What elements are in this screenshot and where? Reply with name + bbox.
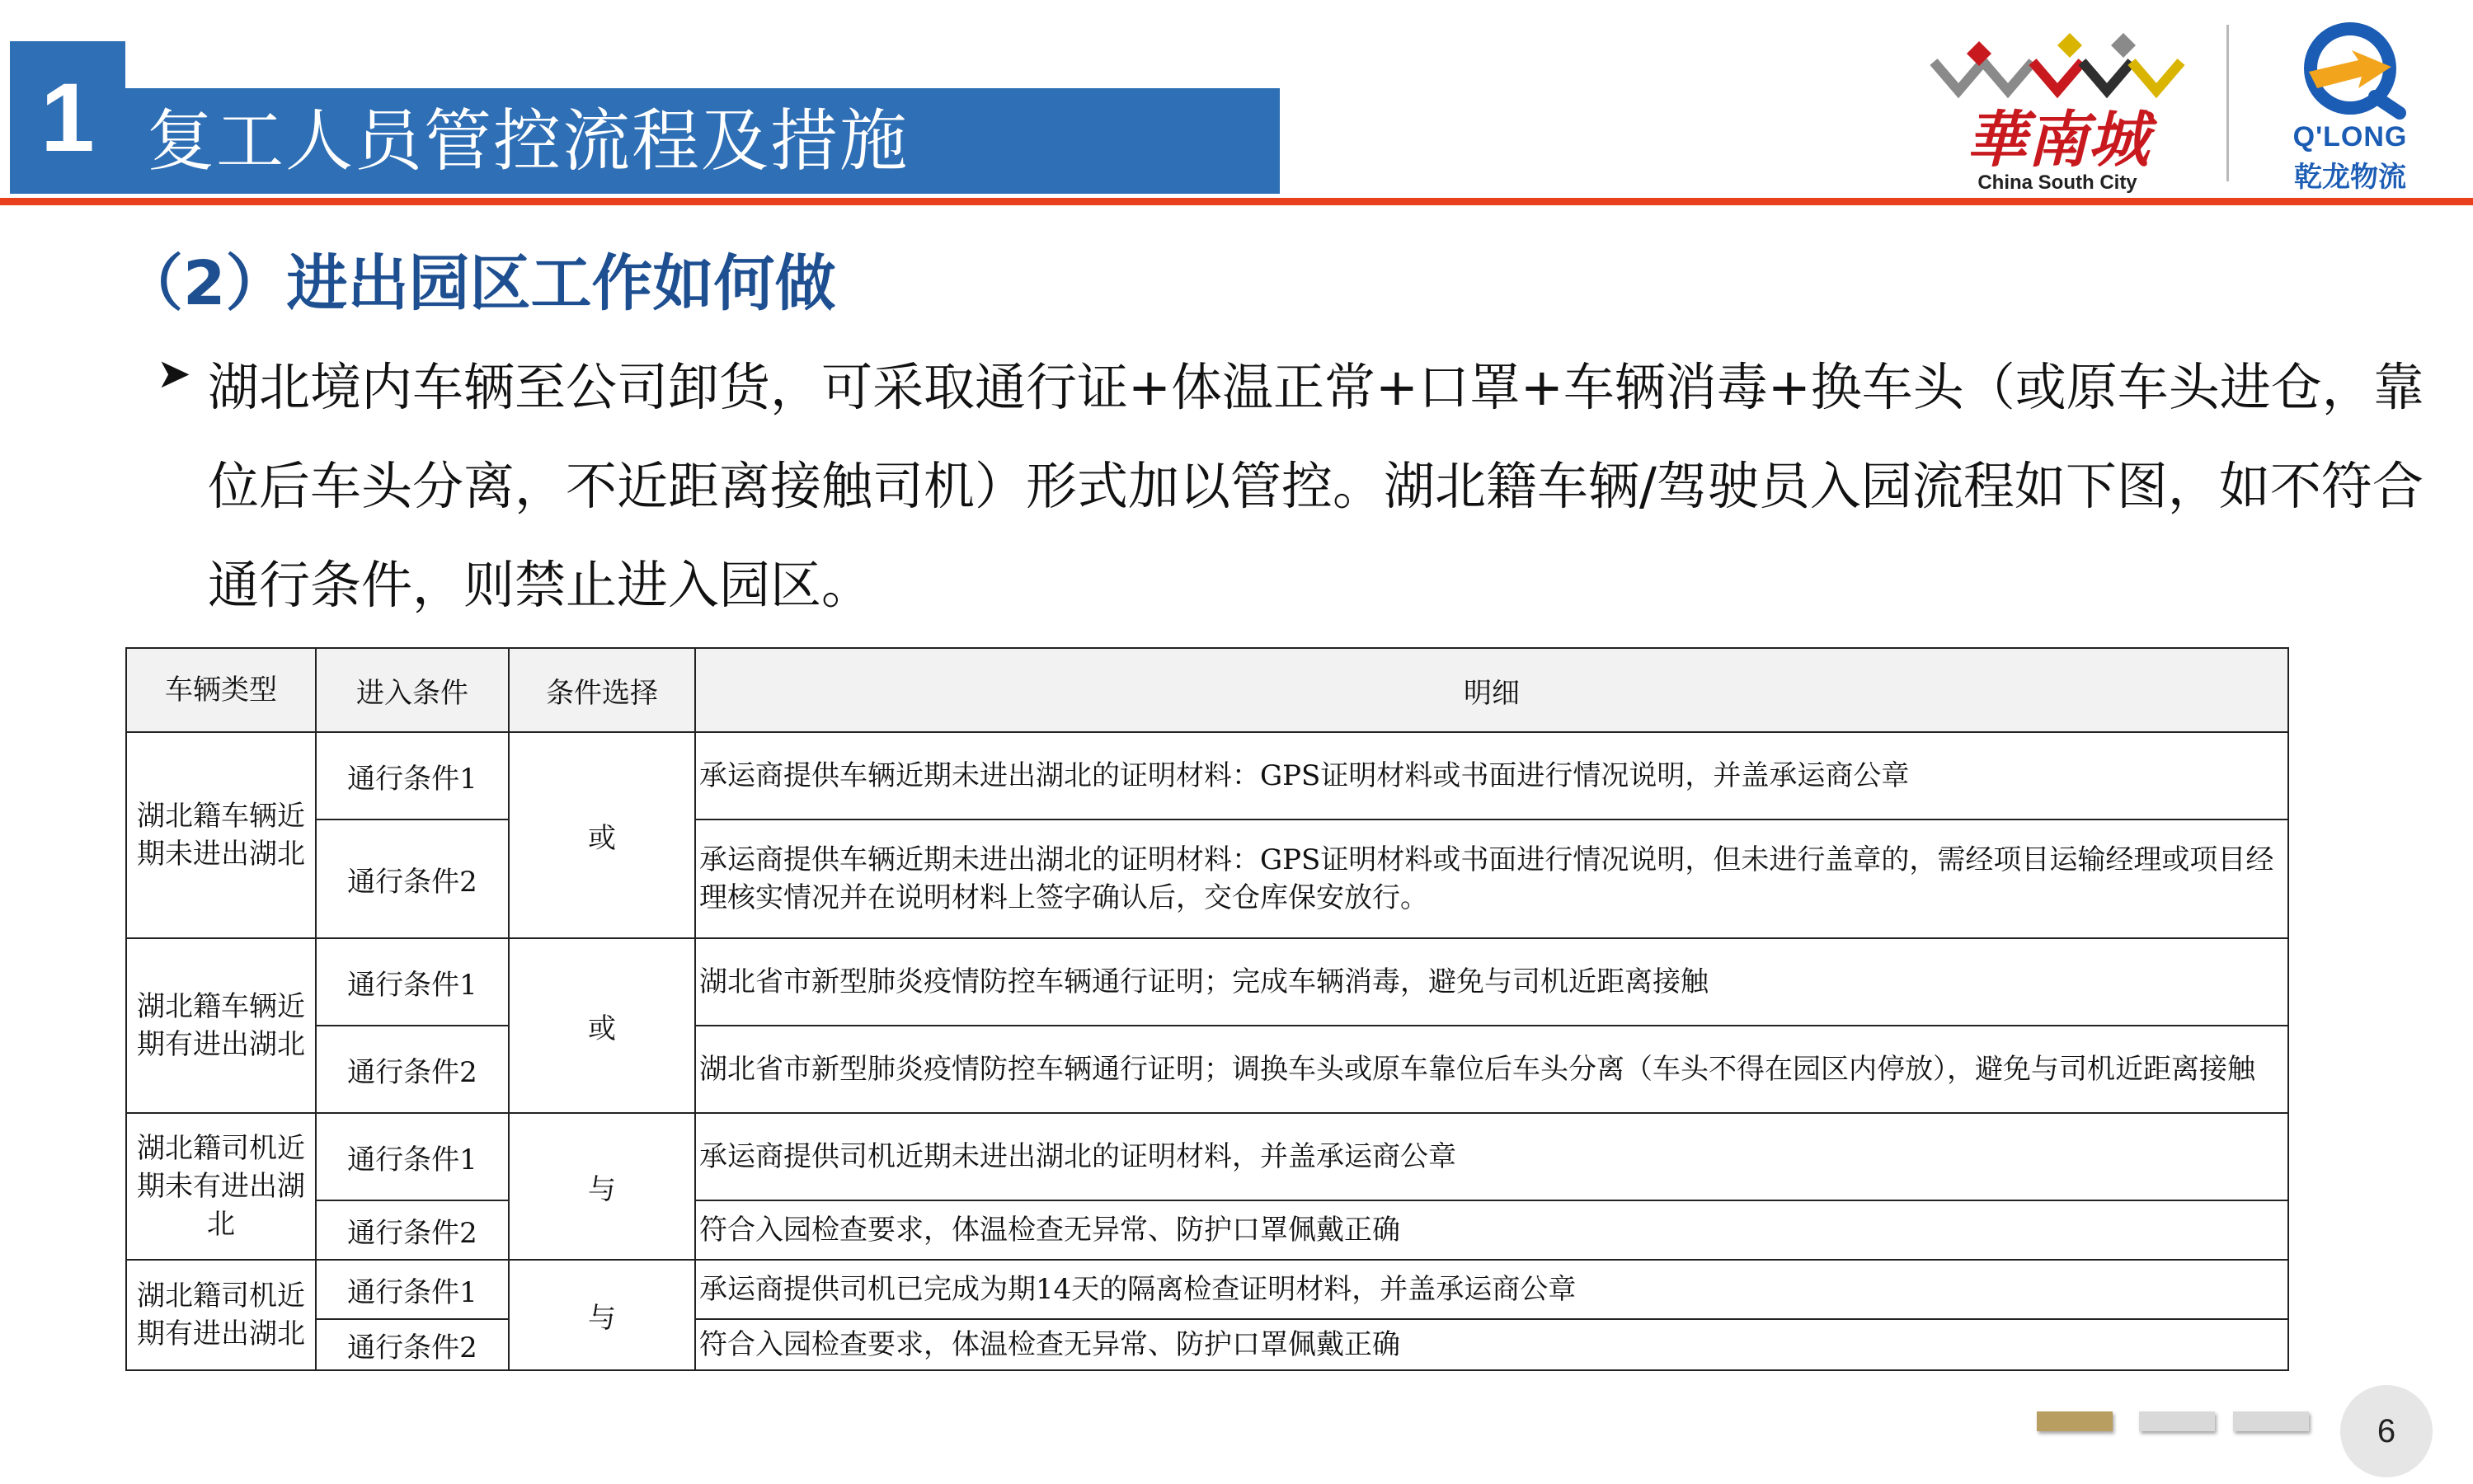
- vehicle-type-cell: 湖北籍车辆近期有进出湖北: [126, 938, 316, 1113]
- logo-divider: [2226, 25, 2229, 181]
- header-divider: [0, 198, 2473, 205]
- table-row: [126, 1113, 2288, 1200]
- condition-cell: 通行条件1: [316, 1260, 509, 1319]
- vehicle-type-cell: 湖北籍司机近期有进出湖北: [126, 1260, 316, 1370]
- pager-tab[interactable]: [2139, 1411, 2215, 1431]
- page-number: 6: [2340, 1385, 2433, 1477]
- subheading: （2）进出园区工作如何做: [122, 248, 836, 319]
- entry-conditions-table: [125, 647, 2289, 1371]
- qlong-emblem-icon: [2259, 21, 2441, 120]
- table-row: [126, 1200, 2288, 1260]
- table-row: [126, 732, 2288, 819]
- detail-cell: 承运商提供车辆近期未进出湖北的证明材料：GPS证明材料或书面进行情况说明，但未进行盖章的，需经项目运输经理或项目经理核实情况并在说明材料上签字确认后，交仓库保安放行。: [695, 819, 2288, 938]
- bullet-arrow-icon: ➤: [157, 350, 191, 397]
- condition-cell: 通行条件1: [316, 732, 509, 819]
- choice-cell: 与: [509, 1260, 695, 1370]
- table-row: [126, 1260, 2288, 1319]
- table-row: [126, 1319, 2288, 1370]
- condition-cell: 通行条件2: [316, 1200, 509, 1260]
- header-condition-choice: 条件选择: [509, 648, 695, 732]
- section-number: 1: [10, 41, 125, 194]
- detail-cell: 承运商提供司机近期未进出湖北的证明材料，并盖承运商公章: [695, 1113, 2288, 1200]
- china-south-city-logo: [1930, 25, 2185, 194]
- table-row: [126, 1026, 2288, 1113]
- csc-zigzag-icon: [1930, 25, 2185, 107]
- detail-cell: 符合入园检查要求，体温检查无异常、防护口罩佩戴正确: [695, 1200, 2288, 1260]
- bullet-text: 湖北境内车辆至公司卸货，可采取通行证+体温正常+口罩+车辆消毒+换车头（或原车头进仓，靠位后车头分离，不近距离接触司机）形式加以管控。湖北籍车辆/驾驶员入园流程如下图，如不符合通行条件，则禁止进入园区。: [208, 357, 2424, 615]
- choice-cell: 或: [509, 732, 695, 938]
- vehicle-type-cell: 湖北籍车辆近期未进出湖北: [126, 732, 316, 938]
- pager-tab-active[interactable]: [2037, 1411, 2113, 1431]
- table-row: [126, 938, 2288, 1026]
- detail-cell: 符合入园检查要求，体温检查无异常、防护口罩佩戴正确: [695, 1319, 2288, 1370]
- detail-cell: 承运商提供司机已完成为期14天的隔离检查证明材料，并盖承运商公章: [695, 1260, 2288, 1319]
- csc-chinese-name: 華南城: [1966, 105, 2149, 176]
- detail-cell: 湖北省市新型肺炎疫情防控车辆通行证明；调换车头或原车靠位后车头分离（车头不得在园区内停放），避免与司机近距离接触: [695, 1026, 2288, 1113]
- qlong-chinese-name: 乾龙物流: [2294, 161, 2406, 194]
- vehicle-type-cell: 湖北籍司机近期未有进出湖北: [126, 1113, 316, 1260]
- detail-cell: 承运商提供车辆近期未进出湖北的证明材料：GPS证明材料或书面进行情况说明，并盖承运商公章: [695, 732, 2288, 819]
- choice-cell: 或: [509, 938, 695, 1113]
- header-vehicle-type: 车辆类型: [126, 648, 316, 732]
- condition-cell: 通行条件1: [316, 1113, 509, 1200]
- table-row: [126, 819, 2288, 938]
- condition-cell: 通行条件1: [316, 938, 509, 1026]
- condition-cell: 通行条件2: [316, 819, 509, 938]
- choice-cell: 与: [509, 1113, 695, 1260]
- condition-cell: 通行条件2: [316, 1319, 509, 1370]
- header-entry-condition: 进入条件: [316, 648, 509, 732]
- header-detail: 明细: [695, 648, 2288, 732]
- condition-cell: 通行条件2: [316, 1026, 509, 1113]
- detail-cell: 湖北省市新型肺炎疫情防控车辆通行证明；完成车辆消毒，避免与司机近距离接触: [695, 938, 2288, 1026]
- table-header-row: [126, 648, 2288, 732]
- qlong-english-name: Q'LONG: [2292, 121, 2408, 153]
- section-title: 复工人员管控流程及措施: [147, 102, 910, 181]
- pager-tab[interactable]: [2233, 1411, 2309, 1431]
- qlong-logo: [2259, 21, 2441, 194]
- csc-english-name: China South City: [1977, 171, 2137, 194]
